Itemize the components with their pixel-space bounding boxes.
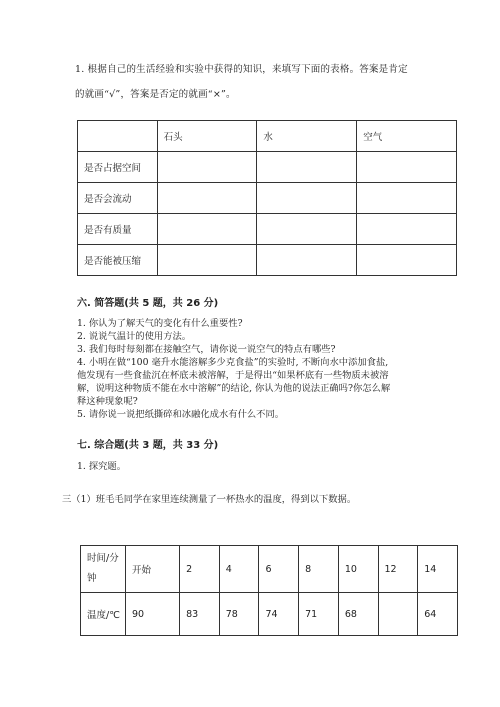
question-label: 1. 探究题。: [77, 461, 127, 472]
list-item: 解，说明这种物质不能在水中溶解”的结论, 你认为他的说法正确吗?你怎么解: [77, 383, 391, 394]
list-item: 5. 请你说一说把纸撕碎和冰融化成水有什么不同。: [77, 409, 285, 420]
table-cell: [378, 593, 418, 636]
table-row: [78, 183, 457, 214]
answer-cell: [257, 183, 357, 214]
table-cell: 14: [418, 546, 458, 593]
table-cell: 83: [180, 593, 220, 636]
table-cell: 2: [180, 546, 220, 593]
list-item: 3. 我们每时每刻都在接触空气，请你说一说空气的特点有哪些?: [77, 344, 336, 355]
row-label: 是否会流动: [78, 183, 158, 214]
answer-cell: [357, 214, 457, 245]
table-cell: 64: [418, 593, 458, 636]
answer-cell: [257, 245, 357, 276]
list-item: 他发现有一些食盐沉在杯底未被溶解，于是得出“如果杯底有一些物质未被溶: [77, 370, 389, 381]
section-7-title: 七. 综合题(共 3 题，共 33 分): [77, 440, 219, 451]
table-row: [81, 546, 458, 593]
section-6-title: 六. 简答题(共 5 题，共 26 分): [77, 298, 219, 309]
question-1-line-1: 1. 根据自己的生活经验和实验中获得的知识，来填写下面的表格。答案是肯定: [75, 64, 408, 75]
row-label: 是否占据空间: [78, 152, 158, 183]
table-header-cell: 空气: [357, 121, 457, 152]
list-item: 4. 小明在做“100 毫升水能溶解多少克食盐”的实验时, 不断向水中添加食盐,: [77, 357, 389, 368]
question-intro: 三（1）班毛毛同学在家里连续测量了一杯热水的温度，得到以下数据。: [62, 494, 357, 505]
table-header-cell: 水: [257, 121, 357, 152]
answer-cell: [157, 183, 257, 214]
answer-cell: [257, 152, 357, 183]
table-header-cell: 石头: [157, 121, 257, 152]
list-item: 1. 你认为了解天气的变化有什么重要性?: [77, 318, 243, 329]
answer-cell: [157, 245, 257, 276]
answer-cell: [357, 183, 457, 214]
answer-cell: [157, 214, 257, 245]
table-cell: 8: [299, 546, 339, 593]
table-row: [78, 245, 457, 276]
table-header-cell: [78, 121, 158, 152]
answer-cell: [357, 152, 457, 183]
table-cell: 10: [338, 546, 378, 593]
row-header: 温度/℃: [81, 593, 126, 636]
table-cell: 4: [219, 546, 259, 593]
table-row: [81, 593, 458, 636]
table-header-row: [78, 121, 457, 152]
row-label: 是否有质量: [78, 214, 158, 245]
table-cell: 开始: [126, 546, 180, 593]
temperature-table: [80, 545, 458, 636]
row-header: 时间/分 钟: [81, 546, 126, 593]
answer-cell: [157, 152, 257, 183]
question-1-line-2: 的就画“√”，答案是否定的就画“×”。: [75, 89, 236, 100]
list-item: 释这种现象呢?: [77, 396, 138, 407]
row-label: 是否能被压缩: [78, 245, 158, 276]
list-item: 2. 说说气温计的使用方法。: [77, 331, 192, 342]
properties-table: [77, 120, 457, 276]
table-cell: 12: [378, 546, 418, 593]
table-cell: 90: [126, 593, 180, 636]
answer-cell: [357, 245, 457, 276]
table-cell: 78: [219, 593, 259, 636]
answer-cell: [257, 214, 357, 245]
table-cell: 71: [299, 593, 339, 636]
table-row: [78, 152, 457, 183]
table-row: [78, 214, 457, 245]
table-cell: 68: [338, 593, 378, 636]
table-cell: 6: [259, 546, 299, 593]
table-cell: 74: [259, 593, 299, 636]
